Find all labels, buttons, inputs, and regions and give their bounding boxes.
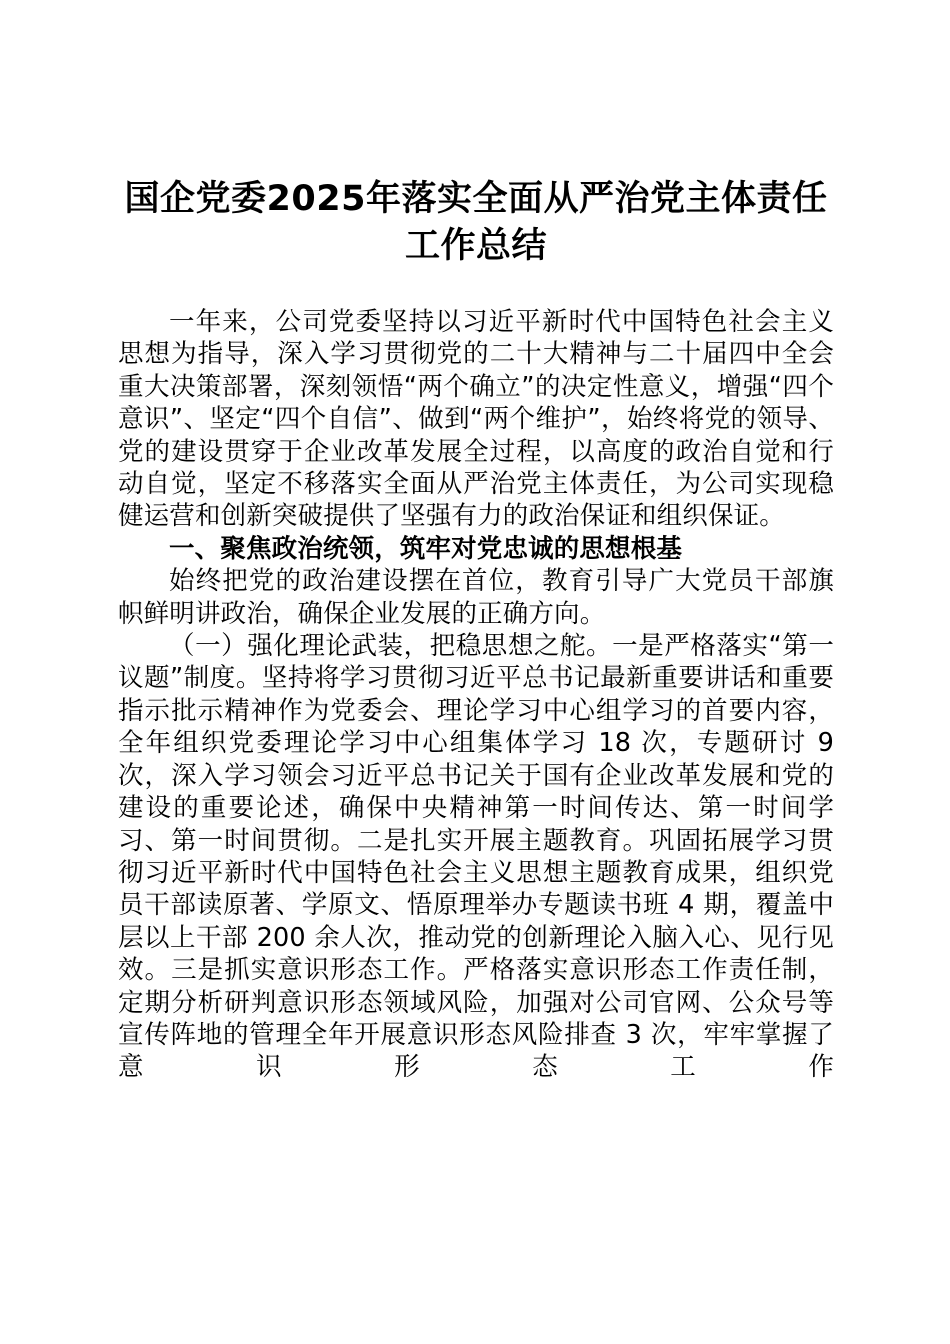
document-body xyxy=(118,168,834,1084)
opening-paragraph: 一年来，公司党委坚持以习近平新时代中国特色社会主义思想为指导，深入学习贯彻党的二十大精神与二十届四中全会重大决策部署，深刻领悟“两个确立”的决定性意义，增强“四个意识”、坚定“四个自信”、做到“两个维护”，始终将党的领导、党的建设贯穿于企业改革发展全过程，以高度的政治自觉和行动自觉，坚定不移落实全面从严治党主体责任，为公司实现稳健运营和创新突破提供了坚强有力的政治保证和组织保证。 xyxy=(118,307,834,532)
page-title: 国企党委2025年落实全面从严治党主体责任工作总结 xyxy=(124,179,828,266)
section-heading-1: 一、聚焦政治统领，筑牢对党忠诚的思想根基 xyxy=(169,533,683,564)
section-1-intro-paragraph: 始终把党的政治建设摆在首位，教育引导广大党员干部旗帜鲜明讲政治，确保企业发展的正确方向。 xyxy=(118,566,834,629)
subsection-1-1-paragraph: （一）强化理论武装，把稳思想之舵。一是严格落实“第一议题”制度。坚持将学习贯彻习近平总书记最新重要讲话和重要指示批示精神作为党委会、理论学习中心组学习的首要内容，全年组织党委理论学习中心组集体学习 18 次，专题研讨 9 次，深入学习领会习近平总书记关于国有企业改革发展和党的建设的重要论述，确保中央精神第一时间传达、第一时间学习、第一时间贯彻。二是扎实开展主题教育。巩固拓展学习贯彻习近平新时代中国特色社会主义思想主题教育成果，组织党员干部读原著、学原文、悟原理举办专题读书班 4 期，覆盖中层以上干部 200 余人次，推动党的创新理论入脑入心、见行见效。三是抓实意识形态工作。严格落实意识形态工作责任制，定期分析研判意识形态领域风险，加强对公司官网、公众号等宣传阵地的管理全年开展意识形态风险排查 3 次，牢牢掌握了意识形态工作 xyxy=(118,631,834,1083)
